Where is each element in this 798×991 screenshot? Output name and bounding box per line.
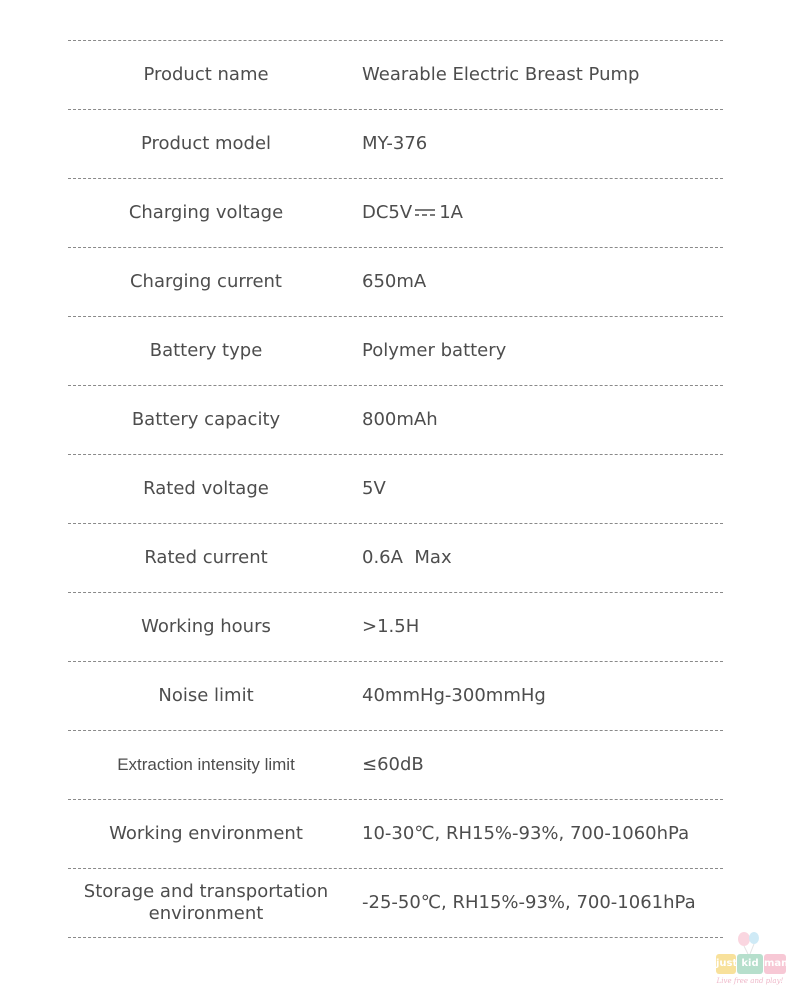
spec-row-charging-current bbox=[68, 248, 723, 317]
watermark-word-kid: kid bbox=[737, 954, 763, 974]
spec-value: 0.6A Max bbox=[362, 547, 452, 568]
spec-row-product-name bbox=[68, 41, 723, 110]
spec-label: Charging current bbox=[129, 271, 282, 292]
watermark-word-just: just bbox=[716, 954, 736, 974]
current-value: 1A bbox=[439, 202, 463, 223]
spec-row-battery-capacity bbox=[68, 386, 723, 455]
spec-row-working-environment bbox=[68, 800, 723, 869]
spec-value: 40mmHg-300mmHg bbox=[362, 685, 546, 706]
spec-row-extraction-intensity bbox=[68, 731, 723, 800]
spec-row-noise-limit bbox=[68, 662, 723, 731]
spec-label-line: Storage and transportation bbox=[83, 881, 329, 902]
spec-row-working-hours bbox=[68, 593, 723, 662]
watermark-slogan: Live free and play! bbox=[716, 977, 784, 985]
spec-label: Extraction intensity limit bbox=[117, 755, 295, 774]
spec-label: Working hours bbox=[141, 616, 271, 637]
spec-label: Product name bbox=[143, 64, 269, 85]
spec-label: Battery type bbox=[149, 340, 263, 361]
spec-label: Rated voltage bbox=[143, 478, 269, 499]
spec-label: Charging voltage bbox=[128, 202, 284, 223]
spec-value: 5V bbox=[362, 478, 386, 499]
spec-label-line: environment bbox=[148, 903, 264, 924]
watermark-word-mama: mama bbox=[764, 954, 786, 974]
spec-value: Polymer battery bbox=[362, 340, 507, 361]
spec-value: Wearable Electric Breast Pump bbox=[362, 64, 640, 85]
spec-row-storage-environment bbox=[68, 869, 723, 938]
spec-table bbox=[68, 40, 723, 938]
spec-row-rated-voltage bbox=[68, 455, 723, 524]
spec-value: 800mAh bbox=[362, 409, 438, 430]
spec-value: 10-30℃, RH15%-93%, 700-1060hPa bbox=[362, 823, 690, 844]
spec-value bbox=[344, 202, 463, 224]
spec-label: Noise limit bbox=[158, 685, 254, 706]
spec-value: >1.5H bbox=[362, 616, 420, 637]
balloon-icon bbox=[730, 930, 770, 954]
spec-row-battery-type bbox=[68, 317, 723, 386]
voltage-value: DC5V bbox=[362, 202, 413, 223]
spec-label: Battery capacity bbox=[131, 409, 281, 430]
spec-value: MY-376 bbox=[362, 133, 428, 154]
spec-value: 650mA bbox=[362, 271, 427, 292]
spec-row-rated-current bbox=[68, 524, 723, 593]
spec-row-product-model bbox=[68, 110, 723, 179]
spec-row-charging-voltage bbox=[68, 179, 723, 248]
spec-label bbox=[68, 881, 344, 925]
brand-watermark bbox=[712, 930, 798, 988]
spec-label: Working environment bbox=[109, 823, 303, 844]
dc-current-icon bbox=[414, 208, 436, 218]
spec-value: -25-50℃, RH15%-93%, 700-1061hPa bbox=[362, 892, 696, 913]
spec-label: Product model bbox=[140, 133, 272, 154]
spec-value: ≤60dB bbox=[362, 754, 424, 775]
spec-label: Rated current bbox=[144, 547, 268, 568]
